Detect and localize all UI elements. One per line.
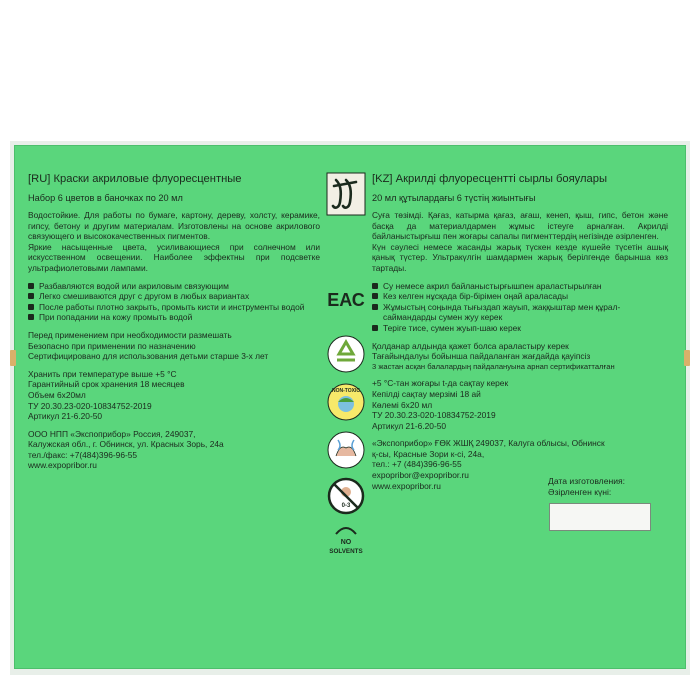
kz-note: 3 жастан асқан балалардың пайдалануына арнап сертификатталған <box>372 361 615 371</box>
edge-mark-left <box>10 350 16 366</box>
kz-company: тел.: +7 (484)396-96-55 <box>372 459 462 470</box>
kz-bullet: Жұмыстың соңында тығыздап жауып, жаққыштар мен құрал-саймандарды сумен жуу керек <box>372 302 668 323</box>
kz-bullet: Су немесе акрил байланыстырғышпен араластырылған <box>372 281 668 292</box>
svg-text:SOLVENTS: SOLVENTS <box>329 548 363 555</box>
ru-storage: ТУ 20.30.23-020-10834752-2019 <box>28 400 152 411</box>
eac-mark-icon <box>326 284 366 314</box>
kz-subtitle: 20 мл құтылардағы 6 түстің жиынтығы <box>372 193 536 203</box>
edge-mark-right <box>684 350 690 366</box>
kz-storage: ТУ 20.30.23-020-10834752-2019 <box>372 410 496 421</box>
ru-note: Безопасно при применении по назначению <box>28 340 196 351</box>
date-label-ru: Дата изготовления: <box>548 476 626 486</box>
no-solvents-icon <box>326 522 366 558</box>
ru-bullet: При попадании на кожу промыть водой <box>28 312 320 323</box>
date-stamp-box <box>549 503 651 531</box>
ru-description: Водостойкие. Для работы по бумаге, картону, дереву, холсту, керамике, гипсу, бетону и другим материалам. Изготовлены на основе акрилового связующего и высококачественных пигментов. <box>28 210 320 242</box>
ru-company: тел./факс: +7(484)396-96-55 <box>28 449 138 460</box>
ru-storage: Объем 6х20мл <box>28 389 86 400</box>
kz-bullet: Кез келген нұсқада бір-бірімен оңай араласады <box>372 291 668 302</box>
ru-company: Калужская обл., г. Обнинск, ул. Красных Зорь, 24а <box>28 439 224 450</box>
kz-bullet: Теріге тисе, сумен жуып-шаю керек <box>372 323 668 334</box>
age-restriction-icon <box>326 476 366 516</box>
kz-description-2: Күн сәулесі немесе жасанды жарық түскен кезде күшейе түсетін ашық қанық түстер. Ультракүлгін шамдармен жарық берілгенде барынша көз тартады. <box>372 241 668 273</box>
ru-company: ООО НПП «Экспоприбор» Россия, 249037, <box>28 428 196 439</box>
kz-description: Суға төзімді. Қағаз, катырма қағаз, ағаш, кенеп, қыш, гипс, бетон және басқа да материалдармен жұмыс істеуге арналған. Акрилді байланыстырғыш пен жоғары сапалы пигменттердің негізінде әзірленген. <box>372 210 668 242</box>
ru-storage: Хранить при температуре выше +5 °С <box>28 368 177 379</box>
kz-storage: Кепілді сақтау мерзімі 18 ай <box>372 388 481 399</box>
ru-storage: Артикул 21-6.20-50 <box>28 411 103 422</box>
wash-hands-icon <box>326 430 366 470</box>
kz-column <box>372 172 668 491</box>
kz-company: «Экспоприбор» ҒӨК ЖШҚ 249037, Калуга облысы, Обнинск <box>372 438 605 449</box>
ru-company: www.expopribor.ru <box>28 460 97 471</box>
svg-text:NON-TOXIC: NON-TOXIC <box>332 388 360 394</box>
ru-description-2: Яркие насыщенные цвета, усиливающиеся при солнечном или искусственном освещении. Наиболее эффектны при подсветке ультрафиолетовыми лампами. <box>28 241 320 273</box>
ru-bullet: Разбавляются водой или акриловым связующим <box>28 281 320 292</box>
date-label-kz: Әзірленген күні: <box>548 487 612 497</box>
kz-storage: Көлемі 6х20 мл <box>372 399 433 410</box>
non-toxic-icon <box>326 382 366 422</box>
kz-company: қ-сы, Красные Зори к-сі, 24а, <box>372 448 485 459</box>
kz-storage: Артикул 21-6.20-50 <box>372 420 447 431</box>
ru-subtitle: Набор 6 цветов в баночках по 20 мл <box>28 193 183 203</box>
ru-storage: Гарантийный срок хранения 18 месяцев <box>28 379 185 390</box>
kz-note: Тағайындалуы бойынша пайдаланған жағдайда қауіпсіз <box>372 351 591 362</box>
ru-note: Сертифицировано для использования детьми старше 3-х лет <box>28 351 269 362</box>
svg-text:NO: NO <box>340 539 352 546</box>
svg-text:ЕАС: ЕАС <box>327 290 365 310</box>
kz-title: [KZ] Акрилді флуоресцентті сырлы бояулары <box>372 173 608 185</box>
ru-column <box>28 172 320 471</box>
ru-bullet: Легко смешиваются друг с другом в любых вариантах <box>28 291 320 302</box>
ru-bullet: После работы плотно закрыть, промыть кисти и инструменты водой <box>28 302 320 313</box>
kz-note: Қолданар алдында қажет болса араластыру керек <box>372 340 569 351</box>
kz-company: expopribor@expopribor.ru <box>372 470 469 481</box>
jj-brand-logo-icon <box>326 172 366 216</box>
kz-company: www.expopribor.ru <box>372 480 441 491</box>
svg-text:0-3: 0-3 <box>341 503 351 509</box>
manufacture-date-block <box>548 476 682 498</box>
ru-title: [RU] Краски акриловые флуоресцентные <box>28 173 242 185</box>
kz-storage: +5 °С-тан жоғары t-да сақтау керек <box>372 378 509 389</box>
ru-note: Перед применением при необходимости размешать <box>28 329 232 340</box>
recycle-icon <box>326 334 366 374</box>
